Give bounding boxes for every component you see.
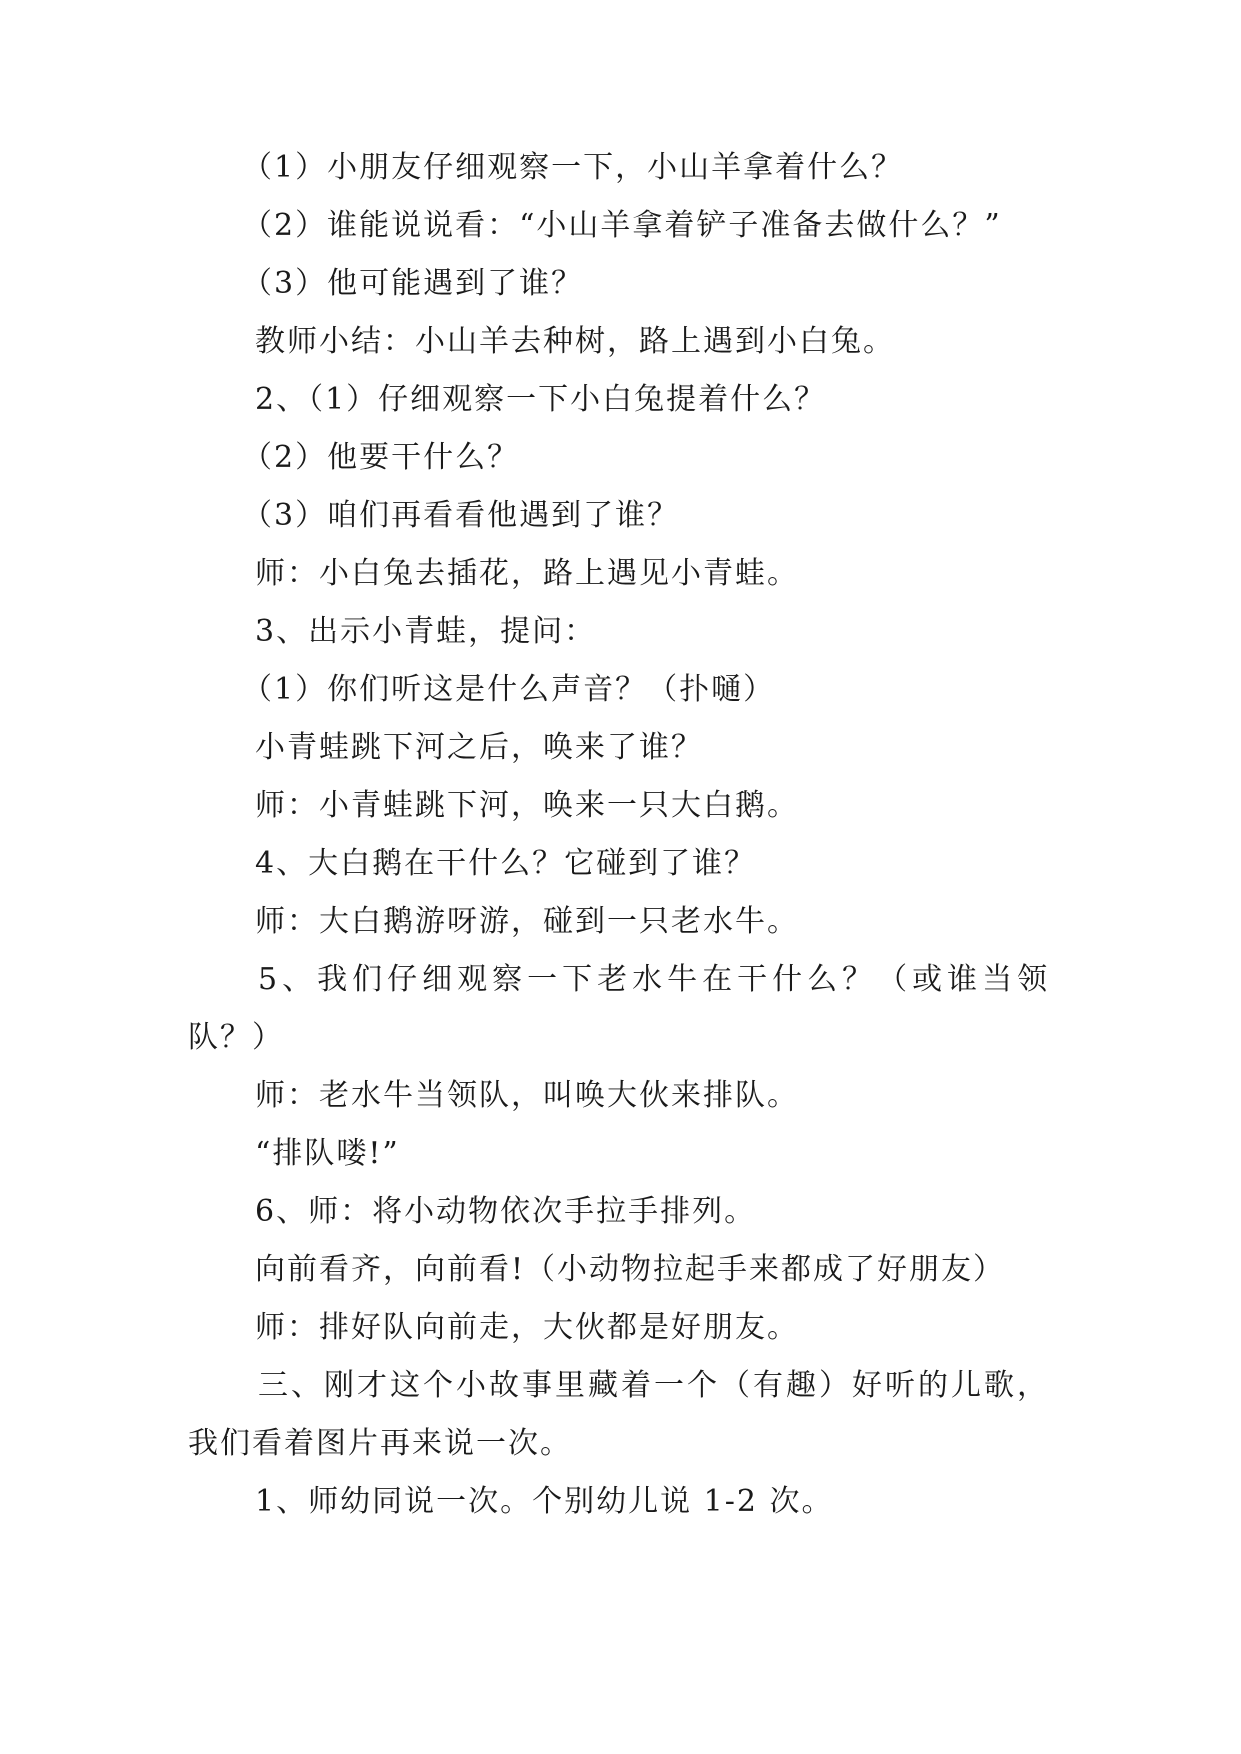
text-line: 1、师幼同说一次。个别幼儿说 1-2 次。 bbox=[255, 1484, 834, 1519]
text-line: 三、刚才这个小故事里藏着一个（有趣）好听的儿歌， bbox=[258, 1368, 1050, 1403]
text-line: 师：大白鹅游呀游，碰到一只老水牛。 bbox=[255, 904, 799, 939]
text-line: 师：老水牛当领队，叫唤大伙来排队。 bbox=[255, 1078, 799, 1113]
text-line: （3）他可能遇到了谁？ bbox=[242, 266, 584, 301]
text-line: （3）咱们再看看他遇到了谁？ bbox=[242, 498, 680, 533]
text-line: 师：排好队向前走，大伙都是好朋友。 bbox=[255, 1310, 799, 1345]
text-line: （2）谁能说说看：“小山羊拿着铲子准备去做什么？” bbox=[242, 208, 1002, 243]
text-line: 3、出示小青蛙，提问： bbox=[255, 614, 597, 649]
text-line: 师：小白兔去插花，路上遇见小青蛙。 bbox=[255, 556, 799, 591]
text-line: 我们看着图片再来说一次。 bbox=[188, 1426, 572, 1461]
text-line: 2、（1）仔细观察一下小白兔提着什么？ bbox=[255, 382, 827, 417]
text-line: “排队喽!” bbox=[255, 1136, 400, 1171]
text-line: 师：小青蛙跳下河，唤来一只大白鹅。 bbox=[255, 788, 799, 823]
text-line: 教师小结：小山羊去种树，路上遇到小白兔。 bbox=[255, 324, 895, 359]
text-line: 小青蛙跳下河之后，唤来了谁？ bbox=[255, 730, 703, 765]
text-line: 5、我们仔细观察一下老水牛在干什么？（或谁当领 bbox=[258, 962, 1053, 997]
text-line: （1）你们听这是什么声音？（扑嗵） bbox=[242, 672, 776, 707]
text-line: 队？） bbox=[188, 1020, 284, 1055]
text-line: 6、师：将小动物依次手拉手排列。 bbox=[255, 1194, 757, 1229]
text-line: 4、大白鹅在干什么？它碰到了谁？ bbox=[255, 846, 757, 881]
text-line: （2）他要干什么？ bbox=[242, 440, 520, 475]
text-line: 向前看齐，向前看!（小动物拉起手来都成了好朋友） bbox=[255, 1252, 1006, 1287]
text-line: （1）小朋友仔细观察一下，小山羊拿着什么？ bbox=[242, 150, 904, 185]
